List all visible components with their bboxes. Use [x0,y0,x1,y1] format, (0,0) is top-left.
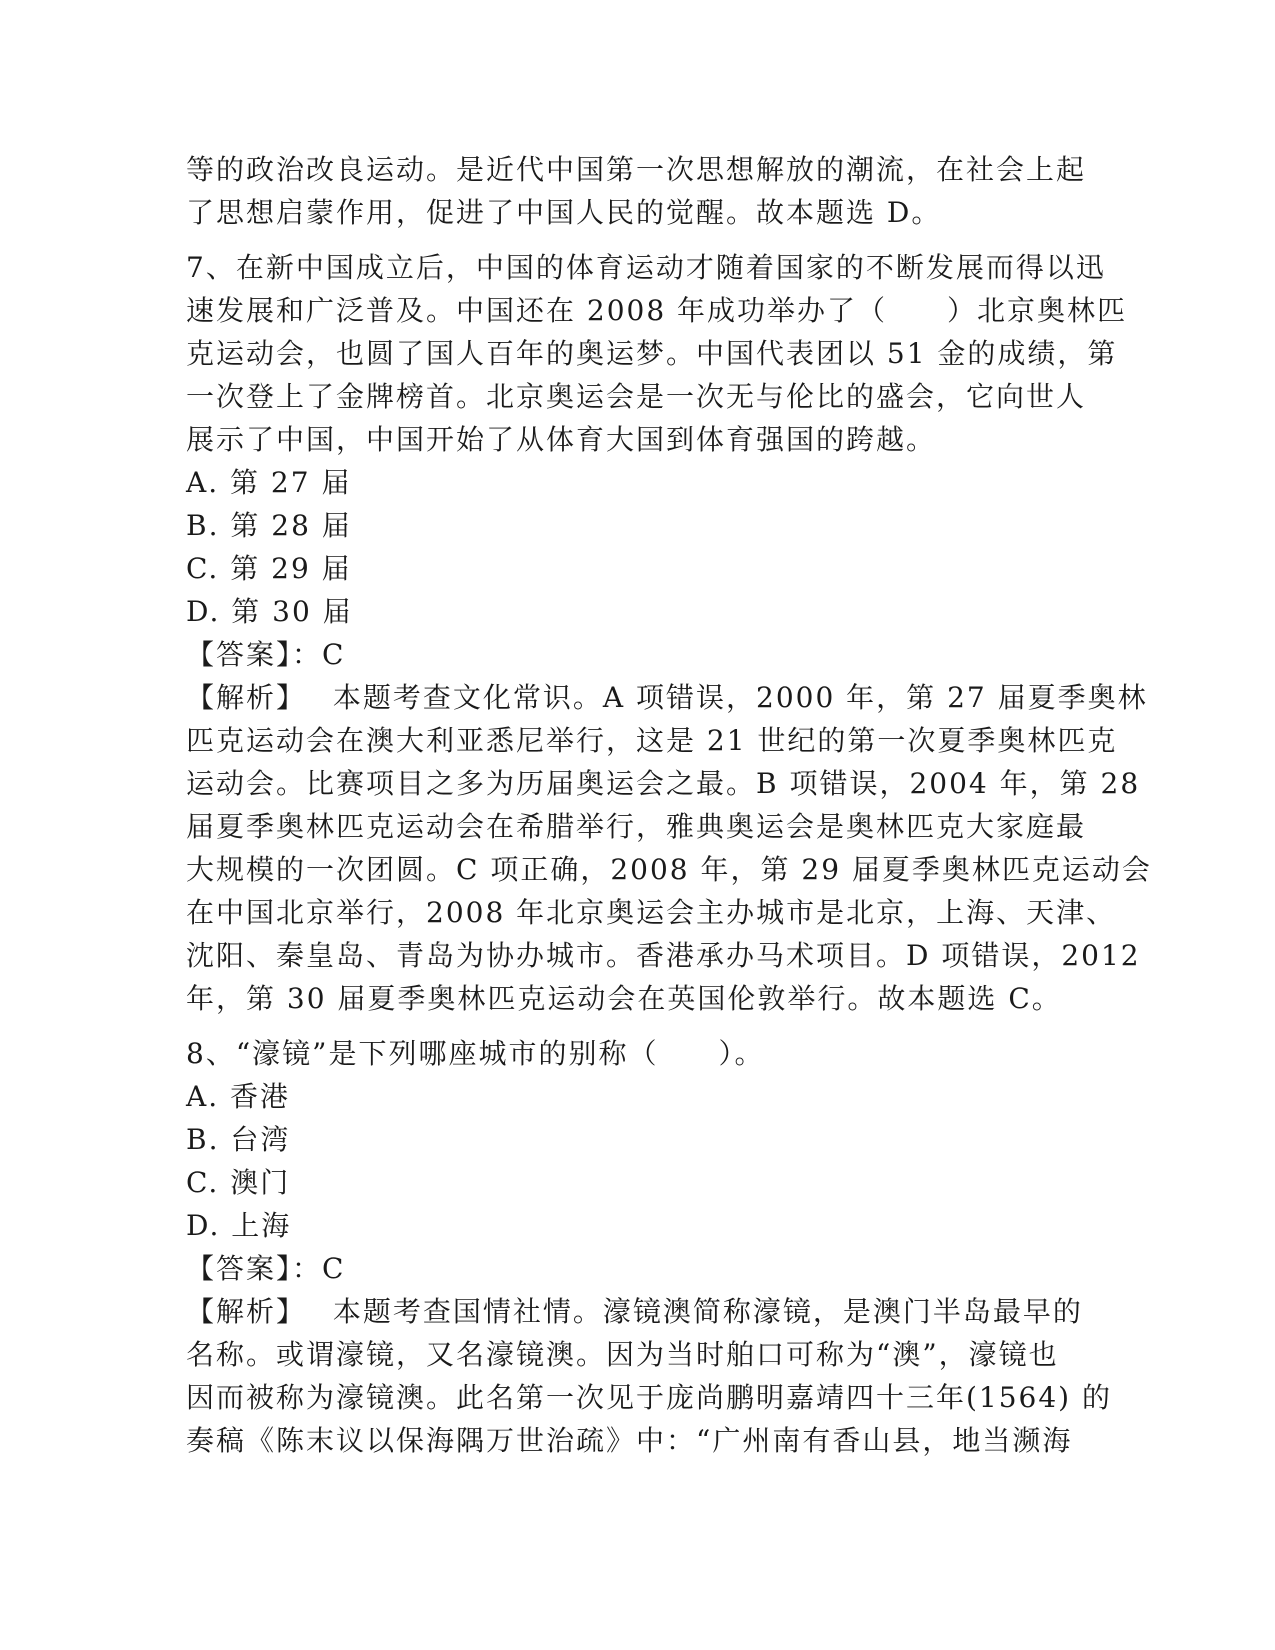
question-8-stem [186,1032,1091,1075]
option-d: D. 第 30 届 [186,595,353,628]
text-line: 匹克运动会在澳大利亚悉尼举行，这是 21 世纪的第一次夏季奥林匹克 [186,724,1118,757]
text-line: 年，第 30 届夏季奥林匹克运动会在英国伦敦举行。故本题选 C。 [186,982,1062,1015]
question-7-answer: 【答案】：C [186,638,346,671]
option-b: B. 台湾 [186,1123,291,1156]
option-b: B. 第 28 届 [186,509,352,542]
text-line: 7、在新中国成立后，中国的体育运动才随着国家的不断发展而得以迅 [186,251,1106,284]
question-7-analysis [186,676,1152,1020]
text-line: 在中国北京举行，2008 年北京奥运会主办城市是北京，上海、天津、 [186,896,1117,929]
text-line: 一次登上了金牌榜首。北京奥运会是一次无与伦比的盛会，它向世人 [186,380,1087,413]
text-line: 8、“濠镜”是下列哪座城市的别称（ ）。 [186,1037,765,1070]
question-7-stem [186,246,1128,461]
text-line: 克运动会，也圆了国人百年的奥运梦。中国代表团以 51 金的成绩，第 [186,337,1118,370]
text-line: 大规模的一次团圆。C 项正确，2008 年，第 29 届夏季奥林匹克运动会 [186,853,1152,886]
text-line: 等的政治改良运动。是近代中国第一次思想解放的潮流，在社会上起 [186,153,1087,186]
text-line: 展示了中国，中国开始了从体育大国到体育强国的跨越。 [186,423,937,456]
text-line: 因而被称为濠镜澳。此名第一次见于庞尚鹏明嘉靖四十三年(1564) 的 [186,1381,1113,1414]
text-line: 【解析】 本题考查国情社情。濠镜澳简称濠镜，是澳门半岛最早的 [186,1295,1083,1328]
question-8 [186,1032,1113,1462]
option-d: D. 上海 [186,1209,292,1242]
text-line: 运动会。比赛项目之多为历届奥运会之最。B 项错误，2004 年，第 28 [186,767,1141,800]
option-c: C. 澳门 [186,1166,291,1199]
question-7 [186,246,1152,1020]
text-line: 速发展和广泛普及。中国还在 2008 年成功举办了（ ）北京奥林匹 [186,294,1128,327]
question-8-options [186,1075,1091,1247]
spacer [186,1020,1091,1032]
text-line: 了思想启蒙作用，促进了中国人民的觉醒。故本题选 D。 [186,196,942,229]
text-line: 奏稿《陈末议以保海隅万世治疏》中：“广州南有香山县，地当濒海 [186,1424,1073,1457]
spacer [186,234,1091,246]
option-a: A. 香港 [186,1080,291,1113]
option-a: A. 第 27 届 [186,466,352,499]
question-8-answer: 【答案】：C [186,1252,346,1285]
question-7-options [186,461,1091,633]
text-line: 沈阳、秦皇岛、青岛为协办城市。香港承办马术项目。D 项错误，2012 [186,939,1141,972]
option-c: C. 第 29 届 [186,552,352,585]
text-line: 届夏季奥林匹克运动会在希腊举行，雅典奥运会是奥林匹克大家庭最 [186,810,1087,843]
question-8-analysis [186,1290,1113,1462]
text-line: 【解析】 本题考查文化常识。A 项错误，2000 年，第 27 届夏季奥林 [186,681,1148,714]
document-page [186,148,1152,1462]
previous-analysis-continuation [186,148,1091,234]
text-line: 名称。或谓濠镜，又名濠镜澳。因为当时舶口可称为“澳”，濠镜也 [186,1338,1059,1371]
